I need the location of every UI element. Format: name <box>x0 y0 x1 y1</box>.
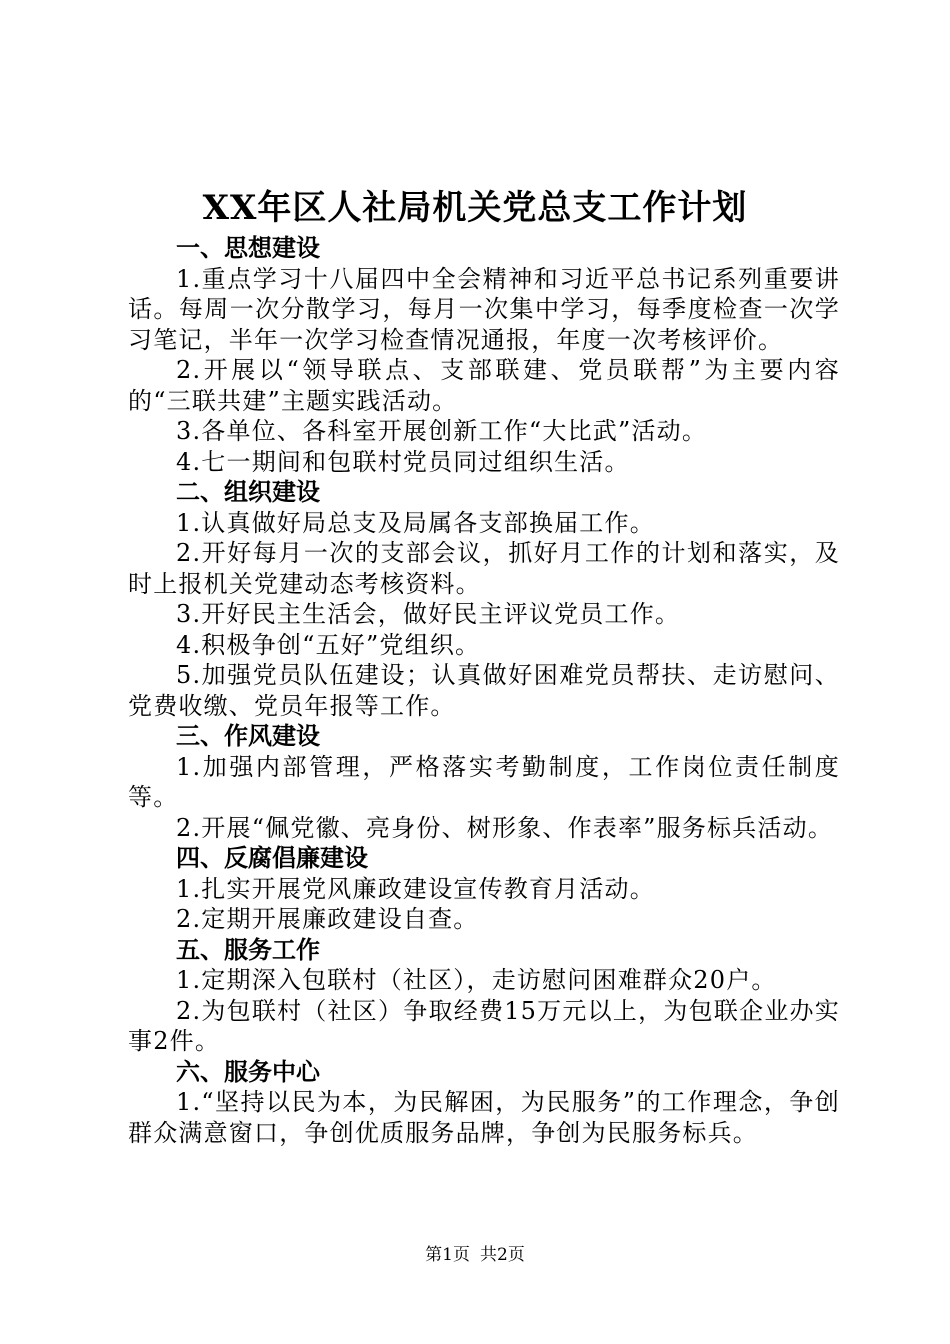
page-total: 共2页 <box>480 1245 525 1265</box>
section-heading: 一、思想建设 <box>176 233 320 262</box>
list-item: 1.重点学习十八届四中全会精神和习近平总书记系列重要讲话。每周一次分散学习，每月一次集中学习，每季度检查一次学习笔记，半年一次学习检查情况通报，年度一次考核评价。 <box>128 264 840 354</box>
section-heading: 五、服务工作 <box>176 934 320 964</box>
section-heading: 二、组织建设 <box>176 477 320 506</box>
section-anti-corruption <box>128 843 840 935</box>
list-item: 4.积极争创“五好”党组织。 <box>176 630 481 659</box>
list-item: 1.定期深入包联村（社区），走访慰问困难群众20户。 <box>176 966 777 994</box>
document-body <box>128 233 840 1148</box>
page-footer <box>0 1244 950 1266</box>
list-item: 2.开展“佩党徽、亮身份、树形象、作表率”服务标兵活动。 <box>176 813 834 842</box>
document-title: XX年区人社局机关党总支工作计划 <box>202 188 748 228</box>
list-item: 5.加强党员队伍建设；认真做好困难党员帮扶、走访慰问、党费收缴、党员年报等工作。 <box>128 661 840 720</box>
list-item: 2.为包联村（社区）争取经费15万元以上，为包联企业办实事2件。 <box>128 996 840 1055</box>
list-item: 2.开展以“领导联点、支部联建、党员联帮”为主要内容的“三联共建”主题实践活动。 <box>128 356 840 415</box>
list-item: 2.开好每月一次的支部会议，抓好月工作的计划和落实，及时上报机关党建动态考核资料。 <box>128 539 840 598</box>
section-work-style <box>128 721 840 843</box>
section-heading: 六、服务中心 <box>176 1056 320 1086</box>
list-item: 1.认真做好局总支及局属各支部换届工作。 <box>176 508 655 537</box>
section-service-work <box>128 935 840 1057</box>
section-heading: 三、作风建设 <box>176 721 320 750</box>
section-ideology <box>128 233 840 477</box>
list-item: 4.七一期间和包联村党员同过组织生活。 <box>176 447 630 476</box>
list-item: 1.加强内部管理，严格落实考勤制度，工作岗位责任制度等。 <box>128 752 840 811</box>
page-number: 第1页 <box>425 1245 470 1265</box>
list-item: 2.定期开展廉政建设自查。 <box>176 905 479 933</box>
section-heading: 四、反腐倡廉建设 <box>176 843 368 872</box>
section-organization <box>128 477 840 721</box>
list-item: 3.开好民主生活会，做好民主评议党员工作。 <box>176 600 681 628</box>
list-item: 1.扎实开展党风廉政建设宣传教育月活动。 <box>176 874 655 903</box>
section-service-center <box>128 1057 840 1149</box>
list-item: 1.“坚持以民为本，为民解困，为民服务”的工作理念，争创群众满意窗口，争创优质服务品牌，争创为民服务标兵。 <box>128 1088 840 1147</box>
list-item: 3.各单位、各科室开展创新工作“大比武”活动。 <box>176 417 708 445</box>
